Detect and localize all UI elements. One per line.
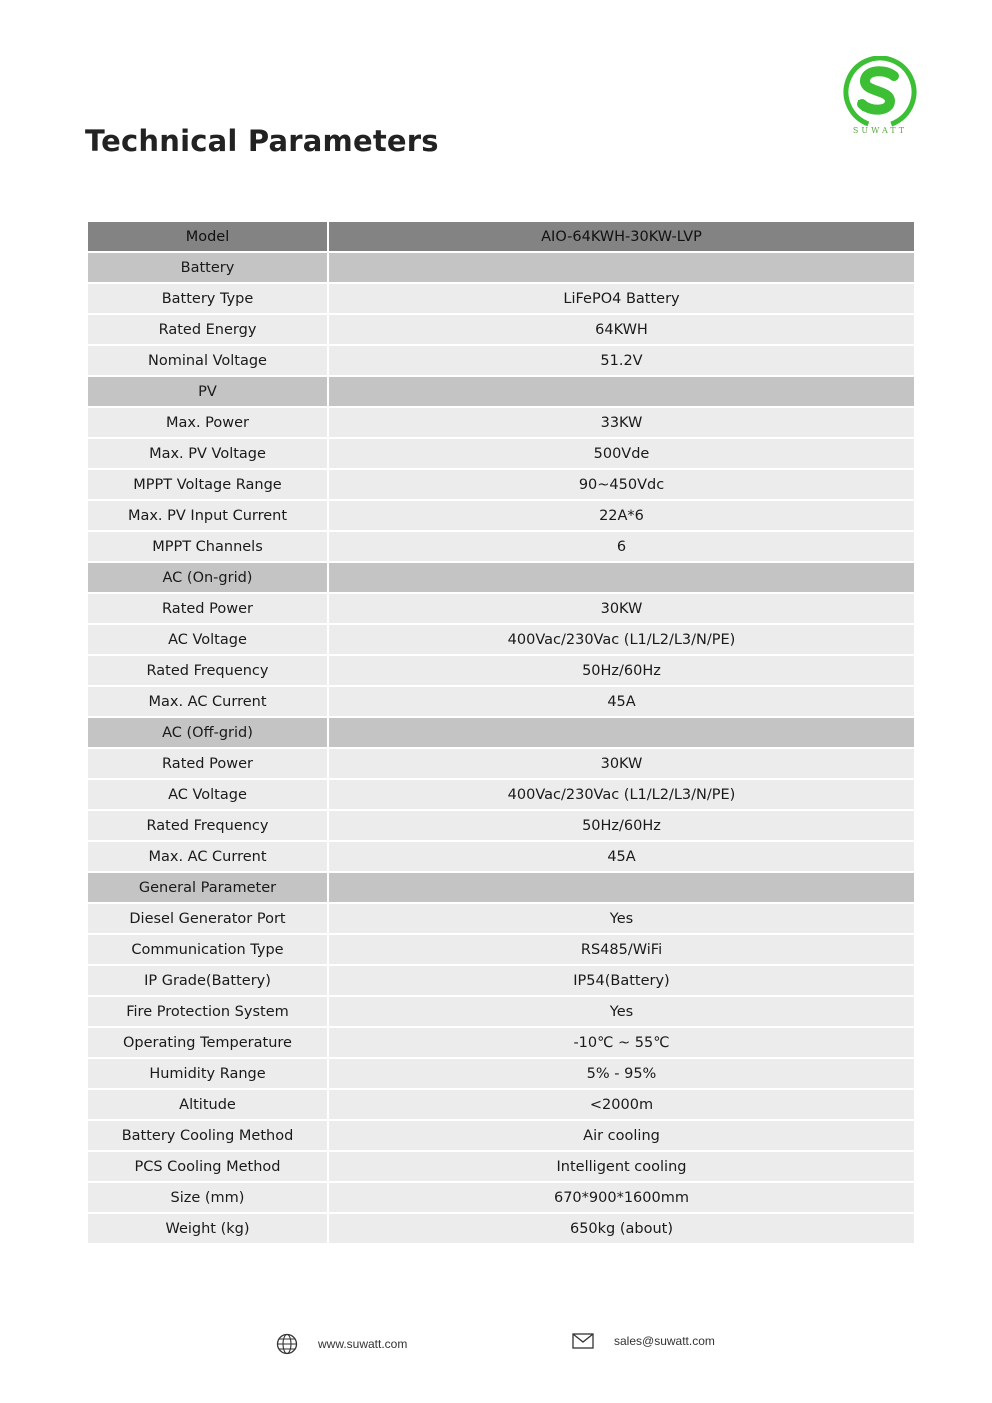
param-value: 51.2V — [329, 346, 914, 377]
param-value: RS485/WiFi — [329, 935, 914, 966]
table-row — [88, 842, 914, 873]
param-label: Fire Protection System — [88, 997, 327, 1028]
param-value: 45A — [329, 842, 914, 873]
section-row — [88, 253, 914, 284]
param-label: MPPT Voltage Range — [88, 470, 327, 501]
param-value: 90~450Vdc — [329, 470, 914, 501]
logo-text: SUWATT — [852, 126, 908, 135]
param-value: 500Vde — [329, 439, 914, 470]
table-row — [88, 470, 914, 501]
param-value: Yes — [329, 904, 914, 935]
table-row — [88, 284, 914, 315]
table-row — [88, 532, 914, 563]
param-value: 30KW — [329, 749, 914, 780]
param-value: 670*900*1600mm — [329, 1183, 914, 1214]
param-value: 22A*6 — [329, 501, 914, 532]
table-row — [88, 1090, 914, 1121]
param-value: 50Hz/60Hz — [329, 811, 914, 842]
section-label: AC (On-grid) — [88, 563, 327, 594]
param-value: -10℃ ~ 55℃ — [329, 1028, 914, 1059]
param-value: Yes — [329, 997, 914, 1028]
param-value: 5% - 95% — [329, 1059, 914, 1090]
section-value — [329, 253, 914, 284]
table-row — [88, 439, 914, 470]
param-label: Battery Cooling Method — [88, 1121, 327, 1152]
param-label: Max. AC Current — [88, 842, 327, 873]
table-row — [88, 1152, 914, 1183]
param-label: Max. PV Voltage — [88, 439, 327, 470]
param-label: Rated Frequency — [88, 811, 327, 842]
param-label: Battery Type — [88, 284, 327, 315]
table-row — [88, 656, 914, 687]
section-row — [88, 718, 914, 749]
website-link[interactable]: www.suwatt.com — [318, 1337, 408, 1351]
param-label: Operating Temperature — [88, 1028, 327, 1059]
param-label: Rated Power — [88, 749, 327, 780]
spec-table — [86, 222, 916, 1245]
param-value: 64KWH — [329, 315, 914, 346]
param-label: MPPT Channels — [88, 532, 327, 563]
table-row — [88, 315, 914, 346]
table-row — [88, 935, 914, 966]
param-label: Communication Type — [88, 935, 327, 966]
table-row — [88, 1214, 914, 1245]
header-model-label: Model — [88, 222, 327, 253]
param-label: Max. Power — [88, 408, 327, 439]
param-value: Intelligent cooling — [329, 1152, 914, 1183]
section-value — [329, 873, 914, 904]
table-row — [88, 1183, 914, 1214]
email-link[interactable]: sales@suwatt.com — [614, 1334, 715, 1348]
section-value — [329, 377, 914, 408]
param-label: AC Voltage — [88, 625, 327, 656]
table-row — [88, 594, 914, 625]
param-label: Diesel Generator Port — [88, 904, 327, 935]
section-label: AC (Off-grid) — [88, 718, 327, 749]
param-value: 400Vac/230Vac (L1/L2/L3/N/PE) — [329, 625, 914, 656]
param-value: 30KW — [329, 594, 914, 625]
param-value: <2000m — [329, 1090, 914, 1121]
footer-website — [276, 1333, 407, 1355]
param-value: 6 — [329, 532, 914, 563]
table-row — [88, 625, 914, 656]
table-row — [88, 904, 914, 935]
globe-icon — [276, 1333, 298, 1355]
section-row — [88, 377, 914, 408]
param-value: 33KW — [329, 408, 914, 439]
param-value: 650kg (about) — [329, 1214, 914, 1245]
table-row — [88, 1059, 914, 1090]
param-label: Rated Energy — [88, 315, 327, 346]
table-row — [88, 1121, 914, 1152]
section-row — [88, 563, 914, 594]
table-row — [88, 1028, 914, 1059]
param-label: IP Grade(Battery) — [88, 966, 327, 997]
param-value: LiFePO4 Battery — [329, 284, 914, 315]
table-row — [88, 780, 914, 811]
table-row — [88, 966, 914, 997]
table-row — [88, 687, 914, 718]
table-row — [88, 346, 914, 377]
param-label: Altitude — [88, 1090, 327, 1121]
param-value: Air cooling — [329, 1121, 914, 1152]
param-label: Max. AC Current — [88, 687, 327, 718]
param-label: PCS Cooling Method — [88, 1152, 327, 1183]
param-label: Nominal Voltage — [88, 346, 327, 377]
section-row — [88, 873, 914, 904]
param-value: 45A — [329, 687, 914, 718]
table-row — [88, 749, 914, 780]
section-label: General Parameter — [88, 873, 327, 904]
param-value: 400Vac/230Vac (L1/L2/L3/N/PE) — [329, 780, 914, 811]
page-title: Technical Parameters — [85, 124, 439, 158]
section-label: PV — [88, 377, 327, 408]
param-value: 50Hz/60Hz — [329, 656, 914, 687]
param-label: Humidity Range — [88, 1059, 327, 1090]
table-row — [88, 997, 914, 1028]
section-label: Battery — [88, 253, 327, 284]
param-value: IP54(Battery) — [329, 966, 914, 997]
param-label: Weight (kg) — [88, 1214, 327, 1245]
header-model-value: AIO-64KWH-30KW-LVP — [329, 222, 914, 253]
param-label: Size (mm) — [88, 1183, 327, 1214]
table-row — [88, 408, 914, 439]
param-label: Rated Frequency — [88, 656, 327, 687]
section-value — [329, 563, 914, 594]
param-label: Rated Power — [88, 594, 327, 625]
param-label: Max. PV Input Current — [88, 501, 327, 532]
table-row — [88, 811, 914, 842]
table-row — [88, 501, 914, 532]
section-value — [329, 718, 914, 749]
footer-email — [572, 1333, 715, 1349]
table-header-row — [88, 222, 914, 253]
mail-icon — [572, 1333, 594, 1349]
param-label: AC Voltage — [88, 780, 327, 811]
